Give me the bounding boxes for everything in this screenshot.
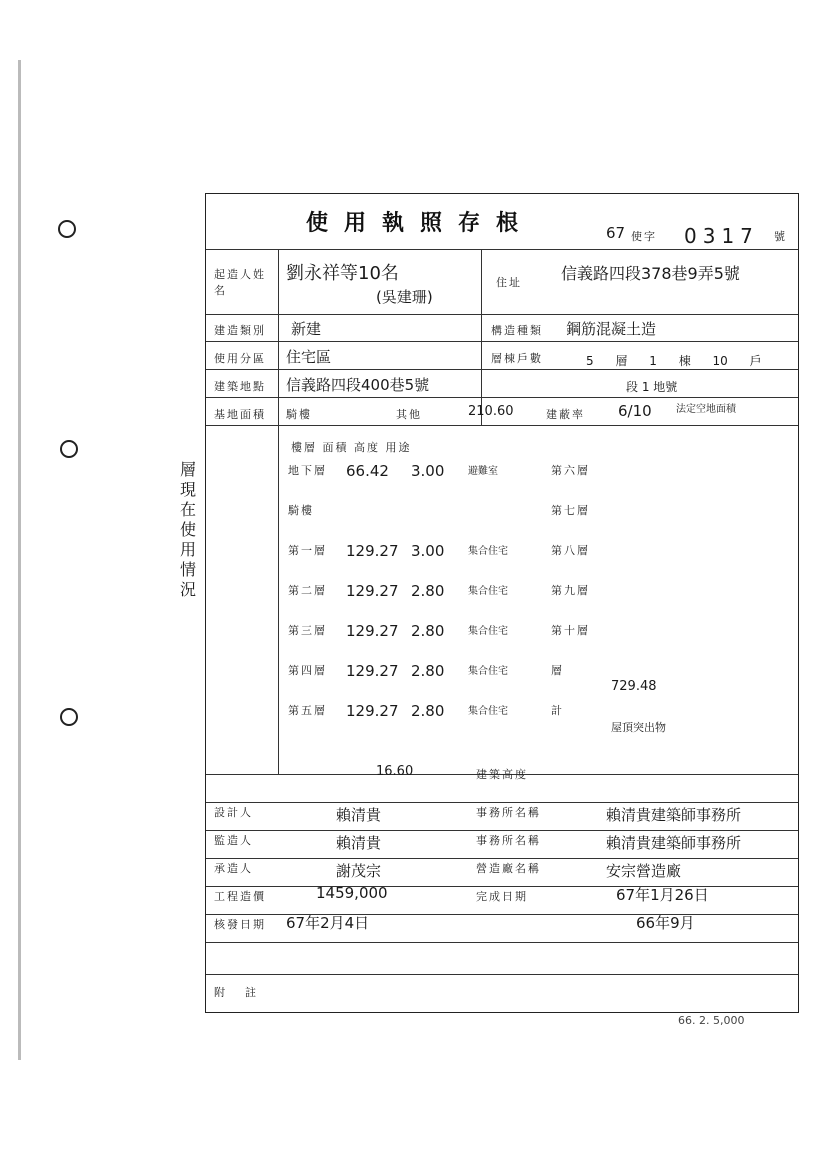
floor-area: 129.27 — [346, 622, 399, 640]
office-name: 賴清貴建築師事務所 — [606, 834, 742, 852]
structure: 鋼筋混凝土造 — [566, 320, 657, 338]
applicant-alt-name: (吳建珊) — [376, 288, 433, 306]
office-label: 事務所名稱 — [476, 806, 541, 819]
office-name: 安宗營造廠 — [606, 862, 682, 880]
issue-other: 66年9月 — [636, 914, 695, 932]
right-floor-name: 第七層 — [551, 504, 590, 517]
binder-edge — [18, 60, 21, 1060]
right-floor-name: 第九層 — [551, 584, 590, 597]
floor-height: 2.80 — [411, 702, 445, 720]
punch-hole — [58, 220, 76, 238]
person-name: 賴清貴 — [336, 806, 382, 824]
right-floor-name: 計 — [551, 704, 564, 717]
legal-open: 法定空地面積 — [676, 404, 736, 415]
coverage-label: 建蔽率 — [546, 408, 585, 421]
area-value: 210.60 — [468, 404, 514, 419]
area-label: 基地面積 — [214, 408, 266, 421]
right-floor-name: 層 — [551, 664, 564, 677]
location-label: 建築地點 — [214, 380, 266, 393]
area-other: 其他 — [396, 408, 422, 421]
total-height: 16.60 — [376, 764, 414, 779]
issue-label: 核發日期 — [214, 918, 266, 931]
floor-use: 集合住宅 — [468, 546, 508, 557]
floor-area: 129.27 — [346, 582, 399, 600]
floor-area: 66.42 — [346, 462, 389, 480]
floor-height: 2.80 — [411, 622, 445, 640]
total-area: 729.48 — [611, 679, 657, 694]
roof-label: 屋頂突出物 — [611, 721, 666, 734]
permit-suffix: 號 — [774, 230, 787, 243]
cost-label: 工程造價 — [214, 890, 266, 903]
floor-height: 3.00 — [411, 542, 445, 560]
cost-value: 1459,000 — [316, 884, 388, 902]
floor-name: 第一層 — [288, 544, 327, 557]
floors-count: 5 層 1 棟 10 戶 — [586, 354, 762, 368]
office-name: 賴清貴建築師事務所 — [606, 806, 742, 824]
build-type: 新建 — [291, 320, 322, 338]
floor-name: 第五層 — [288, 704, 327, 717]
person-role: 承造人 — [214, 862, 253, 875]
table-header: 樓層 面積 高度 用途 — [291, 441, 412, 454]
floor-name: 第二層 — [288, 584, 327, 597]
issue-date: 67年2月4日 — [286, 914, 370, 932]
floor-area: 129.27 — [346, 662, 399, 680]
floor-use: 集合住宅 — [468, 706, 508, 717]
person-role: 監造人 — [214, 834, 253, 847]
floor-area: 129.27 — [346, 702, 399, 720]
build-height-label: 建築高度 — [476, 768, 528, 781]
floor-name: 騎樓 — [288, 504, 314, 517]
floor-name: 第四層 — [288, 664, 327, 677]
person-name: 賴清貴 — [336, 834, 382, 852]
side-note: 層現在使用情況 — [180, 460, 197, 599]
floor-area: 129.27 — [346, 542, 399, 560]
done-date: 67年1月26日 — [616, 886, 709, 904]
floor-use: 避難室 — [468, 466, 498, 477]
coverage: 6/10 — [618, 402, 652, 420]
use-zone: 住宅區 — [286, 348, 332, 366]
right-floor-name: 第六層 — [551, 464, 590, 477]
address-label: 住址 — [496, 276, 522, 289]
notes-label: 附註 — [214, 986, 276, 999]
floor-use: 集合住宅 — [468, 626, 508, 637]
floors-label: 層棟戶數 — [491, 352, 543, 365]
area-qi: 騎樓 — [286, 408, 312, 421]
floor-use: 集合住宅 — [468, 666, 508, 677]
office-label: 事務所名稱 — [476, 834, 541, 847]
build-type-label: 建造類別 — [214, 324, 266, 337]
location: 信義路四段400巷5號 — [286, 376, 430, 394]
floor-name: 第三層 — [288, 624, 327, 637]
person-role: 設計人 — [214, 806, 253, 819]
punch-hole — [60, 440, 78, 458]
permit-year: 67 — [606, 224, 626, 242]
floor-height: 2.80 — [411, 582, 445, 600]
punch-hole — [60, 708, 78, 726]
footer-stamp: 66. 2. 5,000 — [678, 1014, 745, 1027]
person-name: 謝茂宗 — [336, 862, 382, 880]
office-label: 營造廠名稱 — [476, 862, 541, 875]
floor-height: 3.00 — [411, 462, 445, 480]
structure-label: 構造種類 — [491, 324, 543, 337]
floor-name: 地下層 — [288, 464, 327, 477]
use-label: 使用分區 — [214, 352, 266, 365]
permit-number: 0317 — [684, 224, 759, 248]
applicant-label: 起造人姓名 — [214, 268, 266, 297]
applicant-name: 劉永祥等10名 — [286, 263, 399, 284]
address-value: 信義路四段378巷9弄5號 — [561, 264, 740, 283]
form-title: 使用執照存根 — [306, 210, 535, 236]
permit-form — [205, 193, 799, 1013]
floor-use: 集合住宅 — [468, 586, 508, 597]
floor-height: 2.80 — [411, 662, 445, 680]
permit-word: 使字 — [631, 230, 657, 243]
right-floor-name: 第十層 — [551, 624, 590, 637]
lot: 段 1 地號 — [626, 380, 678, 394]
right-floor-name: 第八層 — [551, 544, 590, 557]
done-label: 完成日期 — [476, 890, 528, 903]
